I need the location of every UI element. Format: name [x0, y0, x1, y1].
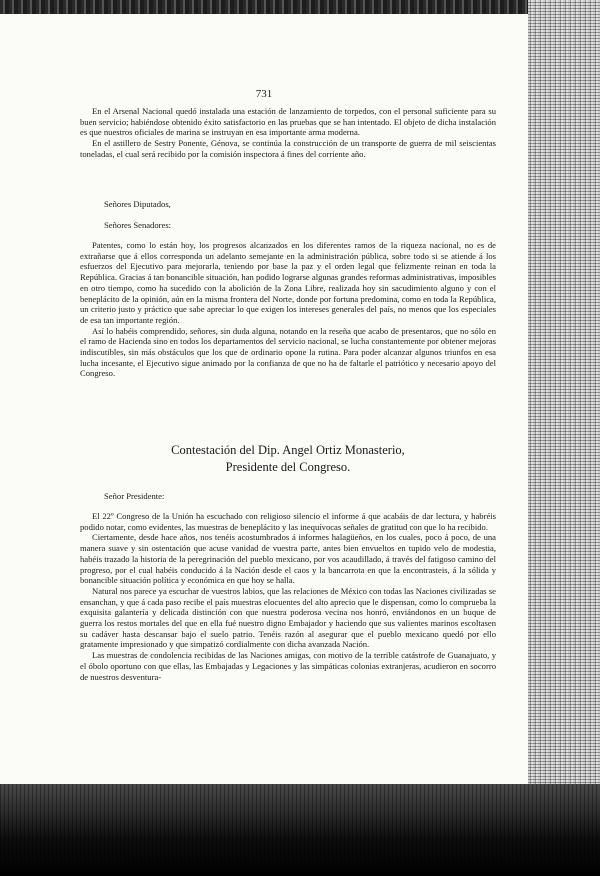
salutation-presidente: Señor Presidente: [104, 491, 165, 501]
bottom-text-block [80, 511, 496, 682]
paragraph: Así lo habéis comprendido, señores, sin duda alguna, notando en la reseña que acabo de presentaros, que no sólo en el ramo de Hacienda sino en todos los departamentos del servicio nacional, se lucha constantemente por obtener mejoras indiscutibles, sin más obstáculos que los que de ordinario opone la rutina. Para poder alcanzar algunos triunfos en esa lucha incesante, el Ejecutivo sigue animado por la confianza de que no ha de faltarle el patriótico y necesario apoyo del Congreso. [80, 325, 496, 379]
salutation-block [80, 199, 496, 210]
scan-border-bottom [0, 784, 600, 876]
paragraph: Ciertamente, desde hace años, nos tenéis acostumbrados á informes halagüeños, en los cuales, poco á poco, de una manera suave y sin ostentación que acuse vanidad de vuestra parte, antes bien envueltos en tupido velo de modestia, habéis trazado la historia de la peregrinación del pueblo mexicano, por vos acaudillado, á través del fatigoso camino del progreso, por el cual habéis conducido á la Nación desde el caos y la bancarrota en que la encontrasteis, á la sólida y bonancible situación política y económica en que hoy se halla. [80, 532, 496, 586]
salutation-block [80, 220, 496, 231]
paragraph: En el Arsenal Nacional quedó instalada una estación de lanzamiento de torpedos, con el personal suficiente para su buen servicio; habiéndose obtenido éxito satisfactorio en las pruebas que se han intentado. El objeto de dicha instalación es que nuestros oficiales de marina se instruyan en esa importante arma moderna. [80, 106, 496, 138]
paragraph: Las muestras de condolencia recibidas de las Naciones amigas, con motivo de la terrible catástrofe de Guanajuato, y el óbolo oportuno con que ellas, las Embajadas y Legaciones y las simpáticas colonias extranjeras, acudieron en socorro de nuestros desventura- [80, 650, 496, 682]
paragraph: En el astillero de Sestry Ponente, Génova, se continúa la construcción de un transporte de guerra de mil seiscientas toneladas, el cual será recibido por la comisión inspectora á fines del corriente año. [80, 138, 496, 159]
scan-border-right [528, 0, 600, 876]
top-text-block [80, 106, 496, 160]
section-title-line: Contestación del Dip. Angel Ortiz Monasterio, [171, 443, 405, 457]
salutation-diputados: Señores Diputados, [104, 199, 171, 209]
paragraph: Natural nos parece ya escuchar de vuestros labios, que las relaciones de México con todas las Naciones civilizadas se ensanchan, y que á cada paso recibe el país muestras elocuentes del alto aprecio que le dispensan, como lo comprueba la exquisita galantería y delicada distinción con que nuestra poderosa vecina nos honró, enviándonos en un buque de guerra los restos mortales del que en ella fué nuestro digno Embajador y haciendo que sus valientes marinos escoltasen su cadáver hasta descansar bajo el suelo patrio. Tenéis razón al asegurar que el pueblo mexicano quedó por ello gratamente impresionado y que simpatizó cordialmente con dicha avanzada Nación. [80, 585, 496, 650]
section-title-line: Presidente del Congreso. [225, 460, 351, 474]
paragraph: El 22º Congreso de la Unión ha escuchado con religioso silencio el informe á que acabáis de dar lectura, y habréis podido notar, como evidentes, las muestras de beneplácito y las inequívocas señales de gratitud con que lo ha recibido. [80, 511, 496, 532]
document-page [0, 14, 528, 784]
page-number: 731 [255, 88, 273, 100]
scan-border-top [0, 0, 600, 14]
section-title [80, 442, 496, 476]
salutation-block [80, 491, 496, 502]
middle-text-block [80, 240, 496, 379]
paragraph: Patentes, como lo están hoy, los progresos alcanzados en los diferentes ramos de la riqueza nacional, no es de extrañarse que á ellos corresponda un adelanto semejante en la administración pública, sobre todo si se atiende á los esfuerzos del Ejecutivo para mejorarla, teniendo por base la paz y el orden legal que felizmente reinan en toda la República. Gracias á tan bonancible situación, han podido lograrse algunas grandes reformas administrativas, imposibles en otro tiempo, como ha sucedido con la abolición de la Zona Libre, realizada hoy sin sacudimiento alguno y con el beneplácito de la opinión, aún en la misma frontera del Norte, donde por fortuna predomina, como en toda la República, un criterio justo y práctico que sabe apreciar lo que exigen los intereses generales del país, no menos que los especiales de esa tan importante región. [80, 240, 496, 325]
salutation-senadores: Señores Senadores: [104, 220, 172, 230]
